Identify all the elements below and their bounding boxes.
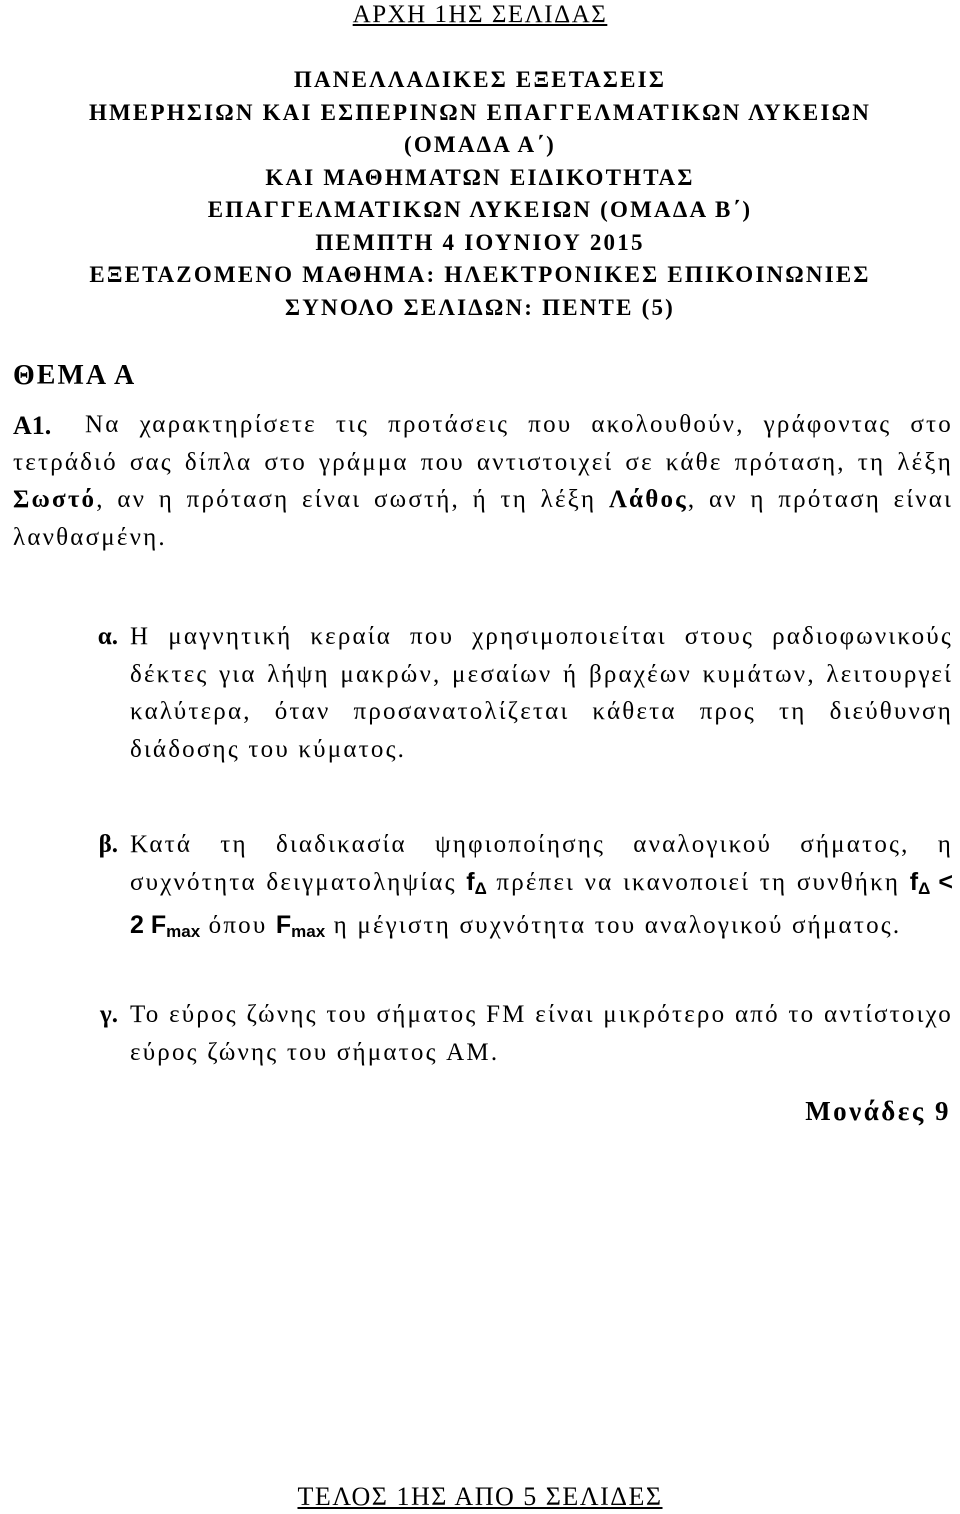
- cond-F: F: [150, 911, 167, 939]
- statement-b-label: β.: [98, 831, 118, 858]
- f-symbol: f: [466, 867, 475, 896]
- question-label: Α1.: [13, 411, 52, 440]
- statement-b-text-2: πρέπει να ικανοποιεί τη συνθήκη: [486, 868, 910, 896]
- exam-title-block: [0, 64, 960, 324]
- total-pages: ΣΥΝΟΛΟ ΣΕΛΙΔΩΝ: ΠΕΝΤΕ (5): [284, 294, 676, 320]
- exam-subject: ΕΞΕΤΑΖΟΜΕΝΟ ΜΑΘΗΜΑ: ΗΛΕΚΤΡΟΝΙΚΕΣ ΕΠΙΚΟΙΝΩΝΙΕΣ: [89, 262, 871, 287]
- exam-date: ΠΕΜΠΤΗ 4 ΙΟΥΝΙΟΥ 2015: [315, 229, 645, 255]
- statement-c-label: γ.: [100, 1001, 118, 1028]
- wrong-word: Λάθος: [608, 486, 688, 513]
- instructions-text-2: , αν η πρόταση είναι σωστή, ή τη λέξη: [96, 486, 609, 513]
- page-header: ΑΡΧΗ 1ΗΣ ΣΕΛΙΔΑΣ: [352, 1, 608, 28]
- title-line-3: (ΟΜΑΔΑ Α΄): [403, 132, 557, 157]
- F-subscript: max: [291, 922, 326, 941]
- title-line-5: ΕΠΑΓΓΕΛΜΑΤΙΚΩΝ ΛΥΚΕΙΩΝ (ΟΜΑΔΑ Β΄): [207, 197, 753, 222]
- instructions-text-1: Να χαρακτηρίσετε τις προτάσεις που ακολουθούν, γράφοντας στο τετράδιό σας δίπλα στο γράμμα που αντιστοιχεί σε κάθε πρόταση, τη λέξη: [13, 411, 953, 476]
- F-symbol: F: [275, 911, 292, 939]
- cond-operator: < 2: [130, 867, 954, 939]
- statement-b-text: [90, 826, 953, 951]
- sampling-frequency-symbol: [466, 868, 487, 896]
- statement-a-text: Η μαγνητική κεραία που χρησιμοποιείται στους ραδιοφωνικούς δέκτες για λήψη μακρών, μεσαίων ή βραχέων κυμάτων, λειτουργεί καλύτερα, όταν προσανατολίζεται κάθετα προς τη διεύθυνση διάδοσης του κύματος.: [130, 623, 953, 763]
- cond-f-subscript: Δ: [918, 878, 931, 898]
- statement-c-text: Το εύρος ζώνης του σήματος FM είναι μικρότερο από το αντίστοιχο εύρος ζώνης του σήματος AM.: [130, 1001, 953, 1066]
- page-footer: ΤΕΛΟΣ 1ΗΣ ΑΠΟ 5 ΣΕΛΙΔΕΣ: [297, 1482, 663, 1511]
- statement-a: [90, 618, 953, 768]
- max-frequency-symbol: [276, 911, 325, 939]
- question-instructions: [13, 406, 953, 556]
- title-line-4: ΚΑΙ ΜΑΘΗΜΑΤΩΝ ΕΙΔΙΚΟΤΗΤΑΣ: [265, 164, 695, 190]
- statement-b-text-3: όπου: [200, 912, 276, 939]
- statement-b: [90, 826, 953, 951]
- statement-a-label: α.: [97, 623, 118, 650]
- title-line-2: ΗΜΕΡΗΣΙΩΝ ΚΑΙ ΕΣΠΕΡΙΝΩΝ ΕΠΑΓΓΕΛΜΑΤΙΚΩΝ ΛΥΚΕΙΩΝ: [88, 99, 872, 125]
- statement-b-text-4: η μέγιστη συχνότητα του αναλογικού σήματος.: [325, 912, 902, 939]
- f-subscript: Δ: [474, 878, 487, 898]
- cond-F-subscript: max: [166, 922, 201, 941]
- instructions-text-3: , αν η πρόταση είναι λανθασμένη.: [13, 486, 954, 551]
- theme-title: ΘΕΜΑ Α: [13, 360, 137, 391]
- title-line-1: ΠΑΝΕΛΛΑΔΙΚΕΣ ΕΞΕΤΑΣΕΙΣ: [293, 67, 667, 92]
- statement-b-text-1: Κατά τη διαδικασία ψηφιοποίησης αναλογικού σήματος, η συχνότητα δειγματοληψίας: [130, 831, 953, 896]
- statement-c: [90, 996, 953, 1071]
- cond-f: f: [909, 867, 919, 896]
- correct-word: Σωστό: [13, 486, 97, 513]
- units-label: Μονάδες 9: [805, 1096, 951, 1126]
